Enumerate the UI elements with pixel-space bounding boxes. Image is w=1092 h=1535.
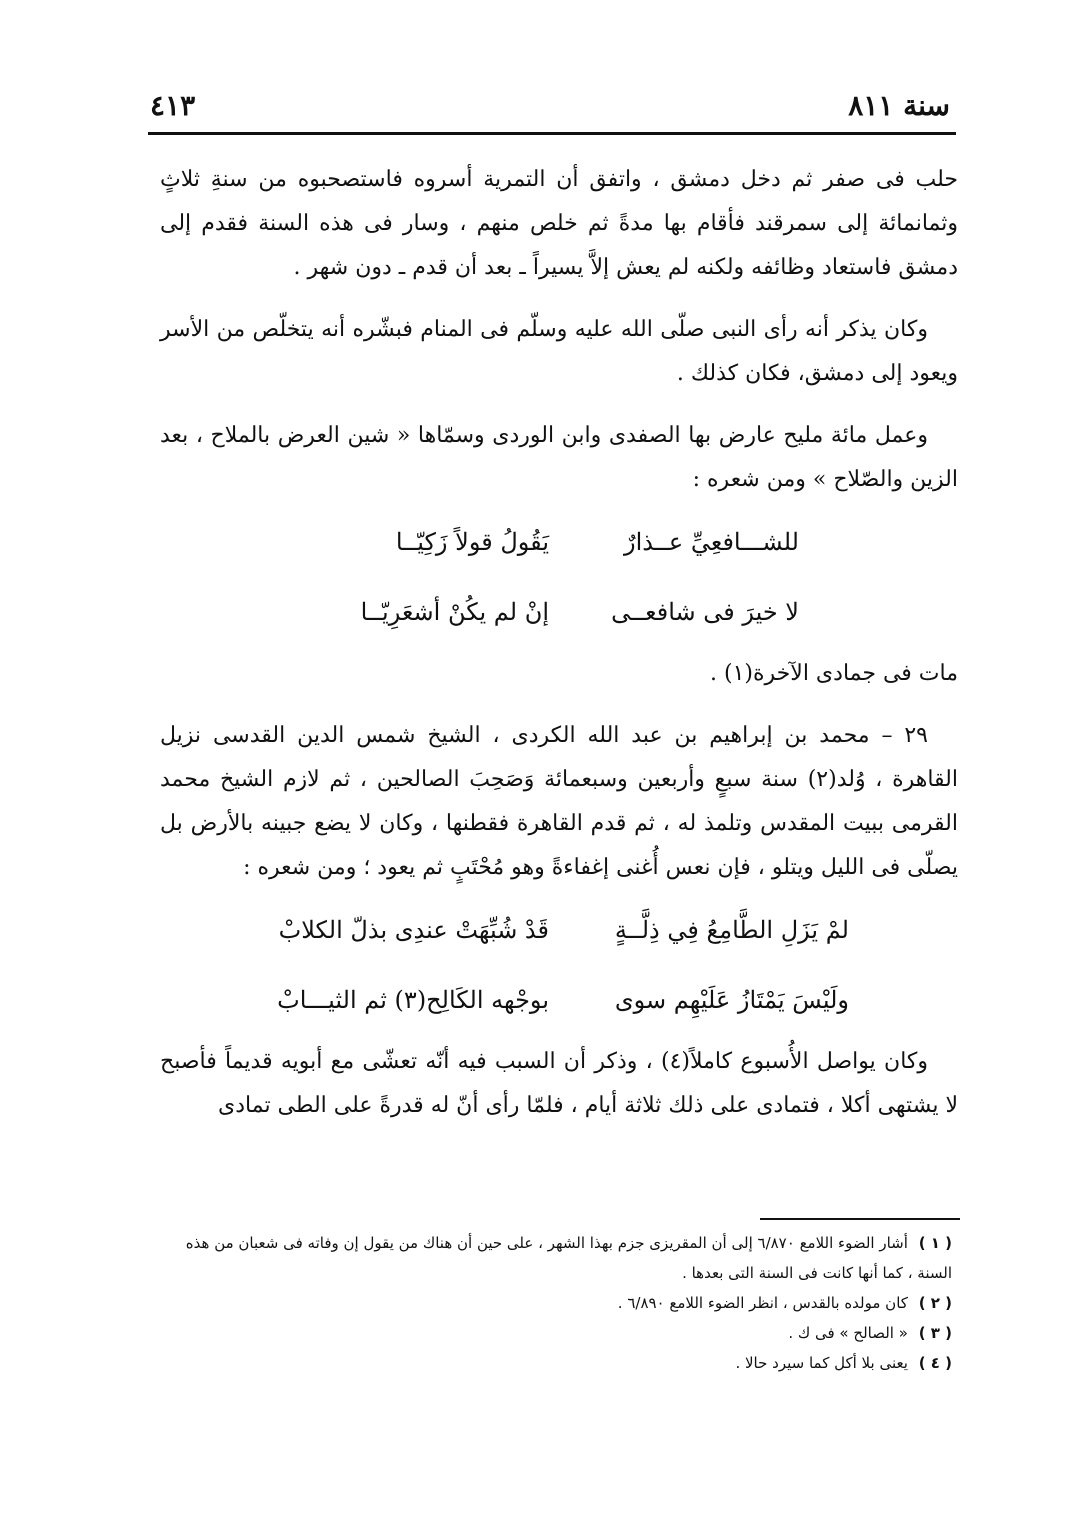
footnote-mark: ( ١ ) [918, 1234, 952, 1252]
verse-line [160, 582, 958, 642]
paragraph-3: وعمل مائة مليح عارض بها الصفدى وابن الوردى وسمّاها « شين العرض بالملاح ، بعد الزين والصّلاح » ومن شعره : [160, 423, 958, 492]
footnote-text: « الصالح » فى ك . [788, 1324, 908, 1342]
footnote-1 [158, 1228, 958, 1288]
verse-first-hemistich: لمْ يَزَلِ الطَّامِعُ فِي ذِلَّــةٍ [614, 916, 849, 944]
footnotes [158, 1228, 958, 1378]
poem-1 [160, 512, 958, 642]
footnote-mark: ( ٣ ) [918, 1324, 952, 1342]
footnote-mark: ( ٢ ) [918, 1294, 952, 1312]
paragraph-6: وكان يواصل الأُسبوع كاملاً(٤) ، وذكر أن السبب فيه أنّه تعشّى مع أبويه قديماً فأصبح لا يشتهى أكلا ، فتمادى على ذلك ثلاثة أيام ، فلمّا رأى أنّ له قدرةً على الطى تمادى [160, 1049, 958, 1118]
footnote-text: كان مولده بالقدس ، انظر الضوء اللامع ٦/٨٩٠ . [617, 1294, 908, 1312]
footnote-text: يعنى بلا أكل كما سيرد حالا . [735, 1354, 908, 1372]
paragraph-2: وكان يذكر أنه رأى النبى صلّى الله عليه وسلّم فى المنام فبشّره أنه يتخلّص من الأسر ويعود إلى دمشق، فكان كذلك . [160, 317, 958, 386]
footnote-rule [760, 1218, 960, 1220]
footnote-4 [158, 1348, 958, 1378]
header-rule [148, 132, 956, 135]
poem-2 [160, 900, 958, 1030]
paragraph-5-entry-29: ٢٩ – محمد بن إبراهيم بن عبد الله الكردى ، الشيخ شمس الدين القدسى نزيل القاهرة ، وُلد(٢) سنة سبعٍ وأربعين وسبعمائة وَصَحِبَ الصالحين ، ثم لازم الشيخ محمد القرمى ببيت المقدس وتلمذ له ، ثم قدم القاهرة فقطنها ، وكان لا يضع جبينه بالأرض بل يصلّى فى الليل ويتلو ، فإن نعس أُغنى إغفاءةً وهو مُحْتَبٍ ثم يعود ؛ ومن شعره : [160, 723, 958, 880]
verse-first-hemistich: للشـــافعِيِّ عــذارٌ [624, 528, 799, 556]
verse-second-hemistich: إنْ لم يكُنْ أشعَرِيّــا [360, 598, 549, 626]
paragraph-4: مات فى جمادى الآخرة(١) . [710, 661, 958, 686]
footnote-2 [158, 1288, 958, 1318]
verse-first-hemistich: لا خيرَ فى شافعــى [611, 598, 799, 626]
main-text [160, 158, 958, 1128]
verse-second-hemistich: بوجْهه الكَالِح(٣) ثم الثيـــابْ [277, 986, 549, 1014]
verse-line [160, 900, 958, 960]
verse-first-hemistich: ولَيْسَ يَمْتَازُ عَلَيْهِم سوى [614, 986, 849, 1014]
verse-second-hemistich: قَدْ شُبِّهَتْ عندِى بذلّ الكلابْ [278, 916, 549, 944]
paragraph-1: حلب فى صفر ثم دخل دمشق ، واتفق أن التمرية أسروه فاستصحبوه من سنةِ ثلاثٍ وثمانمائة إلى سمرقند فأقام بها مدةً ثم خلص منهم ، وسار فى هذه السنة فقدم إلى دمشق فاستعاد وظائفه ولكنه لم يعش إلاَّ يسيراً ـ بعد أن قدم ـ دون شهر . [160, 167, 958, 280]
page-number: ٤١٣ [150, 88, 196, 122]
verse-line [160, 970, 958, 1030]
footnote-3 [158, 1318, 958, 1348]
verse-second-hemistich: يَقُولُ قولاً زَكِيّــا [395, 528, 549, 556]
verse-line [160, 512, 958, 572]
footnote-text: أشار الضوء اللامع ٦/٨٧٠ إلى أن المقريزى جزم بهذا الشهر ، على حين أن هناك من يقول إن وفاته فى شعبان من هذه السنة ، كما أنها كانت فى السنة التى بعدها . [185, 1234, 952, 1282]
footnote-mark: ( ٤ ) [918, 1354, 952, 1372]
page-header [150, 82, 950, 128]
year-title: سنة ٨١١ [848, 88, 950, 122]
